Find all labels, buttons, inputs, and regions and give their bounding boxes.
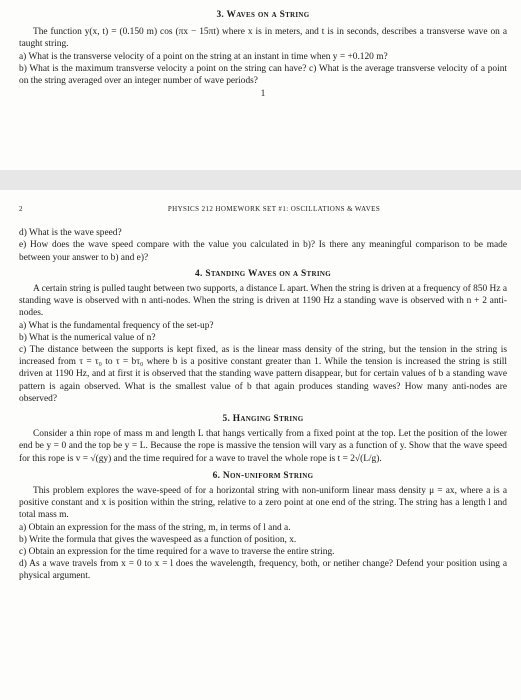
page-1 (0, 0, 521, 170)
page-gap (0, 170, 521, 190)
problem-5-body: Consider a thin rope of mass m and length L that hangs vertically from a fixed point at the top. Let the position of the lower end be y = 0 and the top be y = L. Because the rope is massive the tension will vary as a function of y. Show that the wave speed for this rope is v = √(gy) and the time required for a wave to travel the whole rope is t = 2√(L/g). (19, 429, 507, 464)
problem-3-intro: The function y(x, t) = (0.150 m) cos (πx − 15πt) where x is in meters, and t is in seconds, describes a transverse wave on a taught string. (19, 27, 507, 50)
problem-4a: a) What is the fundamental frequency of the set-up? (19, 320, 214, 331)
section-heading-non-uniform-string: 6. Non-uniform String (212, 470, 314, 481)
problem-6-intro: This problem explores the wave-speed of for a horizontal string with non-uniform linear mass density μ = ax, where a is a positive constant and x is position within the string, relative to a zero point at one end of the string. The string has a length l and total mass m. (19, 486, 507, 521)
page-2 (0, 190, 521, 700)
section-heading-standing-waves: 4. Standing Waves on a String (195, 268, 331, 279)
running-head-title: PHYSICS 212 HOMEWORK SET #1: OSCILLATIONS & WAVES (167, 205, 381, 213)
problem-6b: b) Write the formula that gives the wavespeed as a function of position, x. (19, 534, 297, 545)
problem-3d: d) What is the wave speed? (19, 228, 122, 239)
problem-4-intro: A certain string is pulled taught between two supports, a distance L apart. When the string is driven at a frequency of 850 Hz a standing wave is observed with n anti-nodes. When the string is driven at 1190 Hz a standing wave is observed with n + 2 anti-nodes. (19, 284, 507, 319)
section-heading-waves-on-a-string: 3. Waves on a String (216, 10, 310, 20)
problem-3bc: b) What is the maximum transverse velocity a point on the string can have? c) What is the average transverse velocity of a point on the string averaged over an integer number of wave periods? (19, 63, 507, 87)
running-header (19, 203, 507, 215)
problem-3e: e) How does the wave speed compare with the value you calculated in b)? Is there any meaningful comparison to be made between your answer to b) and e)? (19, 240, 507, 263)
problem-6c: c) Obtain an expression for the time required for a wave to traverse the entire string. (19, 547, 335, 558)
page-number: 2 (19, 205, 23, 213)
page-number: 1 (260, 89, 266, 100)
problem-4c: c) The distance between the supports is kept fixed, as is the linear mass density of the string, but the tension in the string is increased from τ = τ₀ to τ = bτ₀ where b is a positive constant greater than 1. While the tension is increased the string is still driven at 1190 Hz, and at first it is observed that the standing wave pattern disappear, but for certain values of b a standing wave pattern is again observed. What is the smallest value of b that again produces standing waves? How many anti-nodes are observed? (19, 345, 507, 404)
section-heading-hanging-string: 5. Hanging String (222, 414, 304, 425)
problem-3a: a) What is the transverse velocity of a point on the string at an instant in time when y = +0.120 m? (19, 51, 388, 62)
problem-6a: a) Obtain an expression for the mass of the string, m, in terms of l and a. (19, 522, 291, 533)
problem-4b: b) What is the numerical value of n? (19, 332, 156, 343)
problem-6d: d) As a wave travels from x = 0 to x = l does the wavelength, frequency, both, or netiher change? Defend your position using a physical argument. (19, 559, 507, 582)
